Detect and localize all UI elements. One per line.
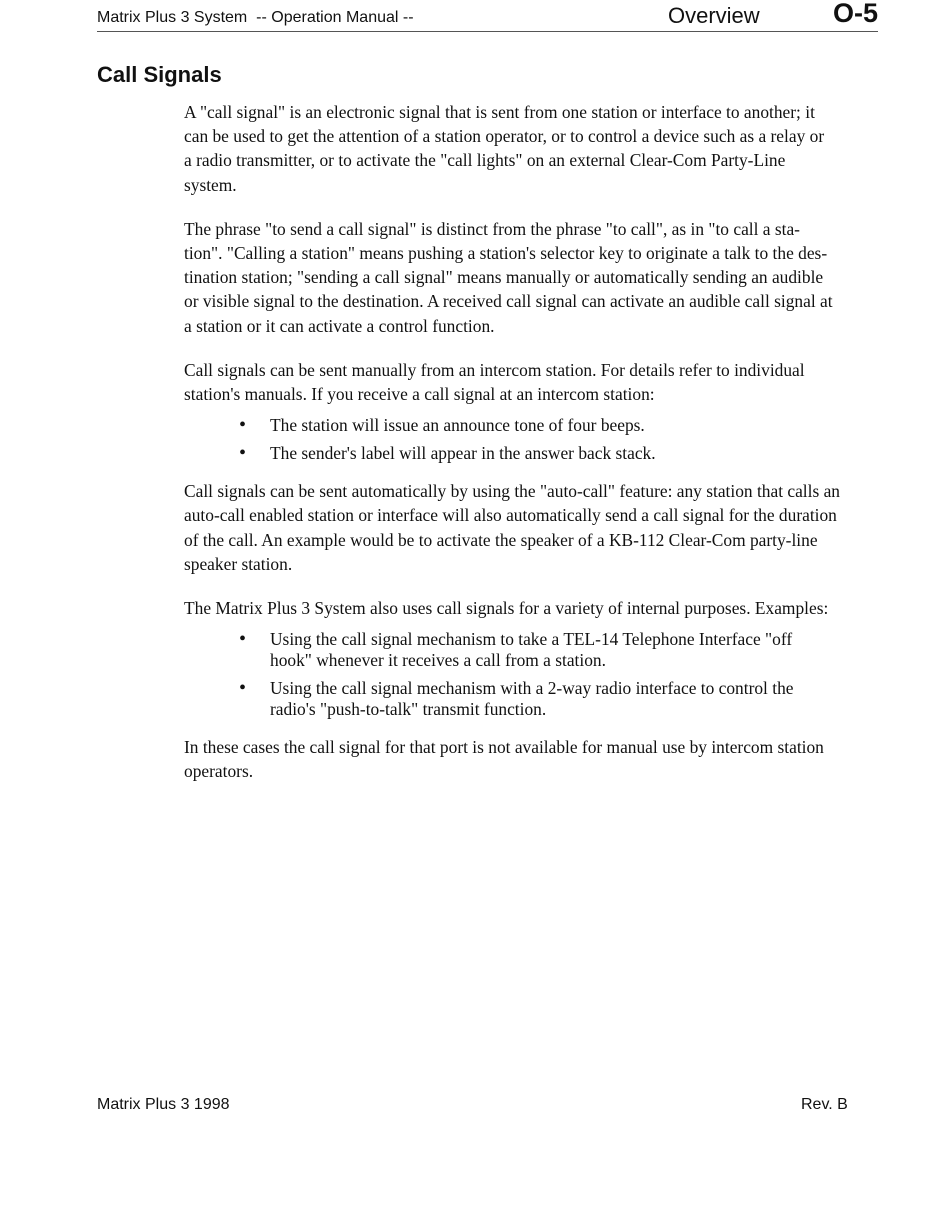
paragraph-auto-call: Call signals can be sent automatically by using the "auto-call" feature: any station that calls an auto-call enabled station or interface will also automatically send a call signal for the duration of the call. An example would be to activate the speaker of a KB-112 Clear-Com party-line speaker station.	[184, 481, 841, 574]
paragraph-internal: The Matrix Plus 3 System also uses call signals for a variety of internal purposes. Examples:	[184, 598, 829, 619]
paragraph-cases: In these cases the call signal for that port is not available for manual use by intercom station operators.	[184, 737, 824, 782]
receive-bullet-list	[184, 415, 880, 464]
section-title: Call Signals	[97, 62, 222, 87]
footer-revision: Rev. B	[801, 1096, 848, 1113]
footer-product: Matrix Plus 3 1998	[97, 1096, 230, 1113]
list-item: • The sender's label will appear in the answer back stack.	[184, 443, 880, 464]
page-number: O-5	[832, 0, 878, 28]
manual-title: Matrix Plus 3 System -- Operation Manual --	[97, 9, 414, 26]
paragraph-distinction: The phrase "to send a call signal" is distinct from the phrase "to call", as in "to call a sta- tion". "Calling a station" means pushing a station's selector key to originate a talk to the des- tination station; "sending a call signal" means manually or automatically sending an audible or visible signal to the destination. A received call signal can activate an audible call signal at a station or it can activate a control function.	[184, 218, 833, 336]
paragraph-definition: A "call signal" is an electronic signal that is sent from one station or interface to another; it can be used to get the attention of a station operator, or to control a device such as a relay or a radio transmitter, or to activate the "call lights" on an external Clear-Com Party-Line system.	[184, 102, 825, 195]
internal-bullet-list	[184, 629, 880, 720]
list-item: • The station will issue an announce tone of four beeps.	[184, 415, 880, 436]
page-header	[97, 0, 878, 32]
list-item: • Using the call signal mechanism with a 2-way radio interface to control the radio's "push-to-talk" transmit function.	[184, 678, 880, 720]
list-item: • Using the call signal mechanism to take a TEL-14 Telephone Interface "off hook" whenever it receives a call from a station.	[184, 629, 880, 671]
body-text	[184, 100, 880, 804]
paragraph-manual: Call signals can be sent manually from an intercom station. For details refer to individual station's manuals. If you receive a call signal at an intercom station:	[184, 359, 805, 405]
section-name: Overview	[668, 3, 760, 28]
